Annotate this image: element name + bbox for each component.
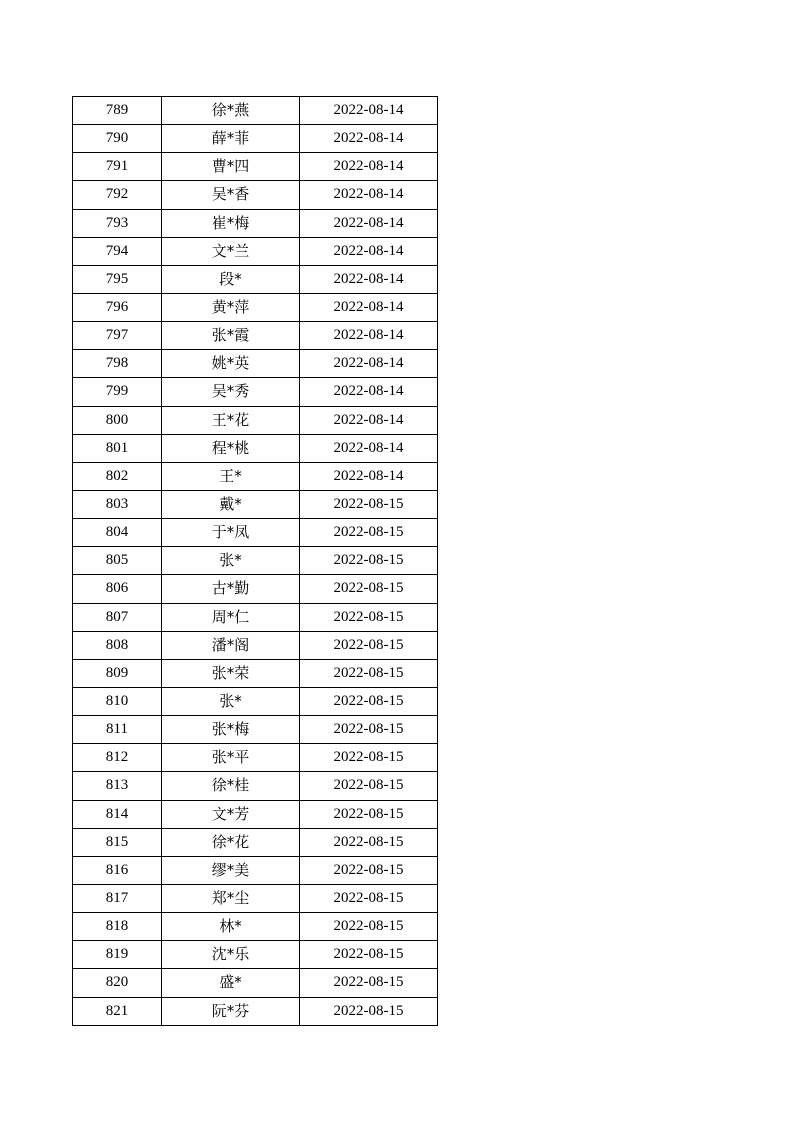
row-number-cell: 797 (73, 322, 162, 350)
table-row (73, 603, 438, 631)
table-row (73, 800, 438, 828)
name-cell: 潘*阁 (162, 631, 300, 659)
table-row (73, 687, 438, 715)
date-cell: 2022-08-15 (300, 856, 438, 884)
name-cell: 王* (162, 462, 300, 490)
row-number-cell: 793 (73, 209, 162, 237)
date-cell: 2022-08-14 (300, 237, 438, 265)
table-row (73, 575, 438, 603)
row-number-cell: 812 (73, 744, 162, 772)
table-row (73, 856, 438, 884)
row-number-cell: 819 (73, 941, 162, 969)
table-row (73, 322, 438, 350)
row-number-cell: 792 (73, 181, 162, 209)
row-number-cell: 807 (73, 603, 162, 631)
name-cell: 姚*英 (162, 350, 300, 378)
date-cell: 2022-08-15 (300, 716, 438, 744)
date-cell: 2022-08-14 (300, 378, 438, 406)
table-row (73, 490, 438, 518)
table-row (73, 884, 438, 912)
row-number-cell: 817 (73, 884, 162, 912)
date-cell: 2022-08-15 (300, 941, 438, 969)
row-number-cell: 796 (73, 293, 162, 321)
table-row (73, 181, 438, 209)
table-row (73, 153, 438, 181)
date-cell: 2022-08-14 (300, 209, 438, 237)
date-cell: 2022-08-15 (300, 575, 438, 603)
table-row (73, 378, 438, 406)
table-row (73, 293, 438, 321)
name-cell: 吴*秀 (162, 378, 300, 406)
date-cell: 2022-08-15 (300, 772, 438, 800)
row-number-cell: 808 (73, 631, 162, 659)
row-number-cell: 810 (73, 687, 162, 715)
records-table (72, 96, 438, 1026)
row-number-cell: 805 (73, 547, 162, 575)
name-cell: 古*勤 (162, 575, 300, 603)
row-number-cell: 795 (73, 265, 162, 293)
table-row (73, 462, 438, 490)
row-number-cell: 821 (73, 997, 162, 1025)
name-cell: 张*霞 (162, 322, 300, 350)
name-cell: 张*平 (162, 744, 300, 772)
records-table-body (73, 97, 438, 1026)
row-number-cell: 802 (73, 462, 162, 490)
table-row (73, 631, 438, 659)
name-cell: 盛* (162, 969, 300, 997)
table-row (73, 434, 438, 462)
table-row (73, 237, 438, 265)
row-number-cell: 814 (73, 800, 162, 828)
date-cell: 2022-08-15 (300, 997, 438, 1025)
row-number-cell: 806 (73, 575, 162, 603)
name-cell: 王*花 (162, 406, 300, 434)
table-row (73, 828, 438, 856)
name-cell: 段* (162, 265, 300, 293)
name-cell: 阮*芬 (162, 997, 300, 1025)
date-cell: 2022-08-15 (300, 631, 438, 659)
name-cell: 沈*乐 (162, 941, 300, 969)
date-cell: 2022-08-14 (300, 322, 438, 350)
date-cell: 2022-08-15 (300, 687, 438, 715)
date-cell: 2022-08-14 (300, 406, 438, 434)
name-cell: 张*梅 (162, 716, 300, 744)
name-cell: 曹*四 (162, 153, 300, 181)
table-row (73, 716, 438, 744)
table-row (73, 519, 438, 547)
name-cell: 程*桃 (162, 434, 300, 462)
date-cell: 2022-08-14 (300, 97, 438, 125)
row-number-cell: 799 (73, 378, 162, 406)
date-cell: 2022-08-15 (300, 913, 438, 941)
date-cell: 2022-08-14 (300, 462, 438, 490)
date-cell: 2022-08-15 (300, 969, 438, 997)
name-cell: 吴*香 (162, 181, 300, 209)
name-cell: 文*兰 (162, 237, 300, 265)
date-cell: 2022-08-15 (300, 659, 438, 687)
row-number-cell: 818 (73, 913, 162, 941)
table-row (73, 997, 438, 1025)
table-row (73, 659, 438, 687)
table-row (73, 125, 438, 153)
table-row (73, 744, 438, 772)
date-cell: 2022-08-14 (300, 181, 438, 209)
name-cell: 张* (162, 687, 300, 715)
table-row (73, 97, 438, 125)
name-cell: 于*凤 (162, 519, 300, 547)
date-cell: 2022-08-15 (300, 547, 438, 575)
name-cell: 周*仁 (162, 603, 300, 631)
date-cell: 2022-08-14 (300, 293, 438, 321)
name-cell: 徐*燕 (162, 97, 300, 125)
date-cell: 2022-08-15 (300, 490, 438, 518)
table-row (73, 265, 438, 293)
row-number-cell: 801 (73, 434, 162, 462)
row-number-cell: 790 (73, 125, 162, 153)
date-cell: 2022-08-15 (300, 828, 438, 856)
name-cell: 薛*菲 (162, 125, 300, 153)
date-cell: 2022-08-14 (300, 265, 438, 293)
row-number-cell: 800 (73, 406, 162, 434)
table-row (73, 406, 438, 434)
name-cell: 郑*尘 (162, 884, 300, 912)
name-cell: 文*芳 (162, 800, 300, 828)
row-number-cell: 811 (73, 716, 162, 744)
row-number-cell: 798 (73, 350, 162, 378)
row-number-cell: 809 (73, 659, 162, 687)
name-cell: 缪*美 (162, 856, 300, 884)
date-cell: 2022-08-15 (300, 519, 438, 547)
row-number-cell: 813 (73, 772, 162, 800)
name-cell: 张*荣 (162, 659, 300, 687)
row-number-cell: 815 (73, 828, 162, 856)
row-number-cell: 791 (73, 153, 162, 181)
table-row (73, 969, 438, 997)
table-row (73, 772, 438, 800)
name-cell: 黄*萍 (162, 293, 300, 321)
name-cell: 徐*桂 (162, 772, 300, 800)
row-number-cell: 789 (73, 97, 162, 125)
name-cell: 徐*花 (162, 828, 300, 856)
row-number-cell: 820 (73, 969, 162, 997)
date-cell: 2022-08-14 (300, 434, 438, 462)
name-cell: 戴* (162, 490, 300, 518)
table-row (73, 913, 438, 941)
table-row (73, 209, 438, 237)
row-number-cell: 794 (73, 237, 162, 265)
row-number-cell: 804 (73, 519, 162, 547)
table-row (73, 941, 438, 969)
name-cell: 林* (162, 913, 300, 941)
date-cell: 2022-08-15 (300, 884, 438, 912)
date-cell: 2022-08-15 (300, 603, 438, 631)
table-row (73, 547, 438, 575)
date-cell: 2022-08-15 (300, 800, 438, 828)
name-cell: 崔*梅 (162, 209, 300, 237)
table-row (73, 350, 438, 378)
row-number-cell: 816 (73, 856, 162, 884)
date-cell: 2022-08-14 (300, 125, 438, 153)
row-number-cell: 803 (73, 490, 162, 518)
name-cell: 张* (162, 547, 300, 575)
date-cell: 2022-08-14 (300, 350, 438, 378)
date-cell: 2022-08-14 (300, 153, 438, 181)
date-cell: 2022-08-15 (300, 744, 438, 772)
